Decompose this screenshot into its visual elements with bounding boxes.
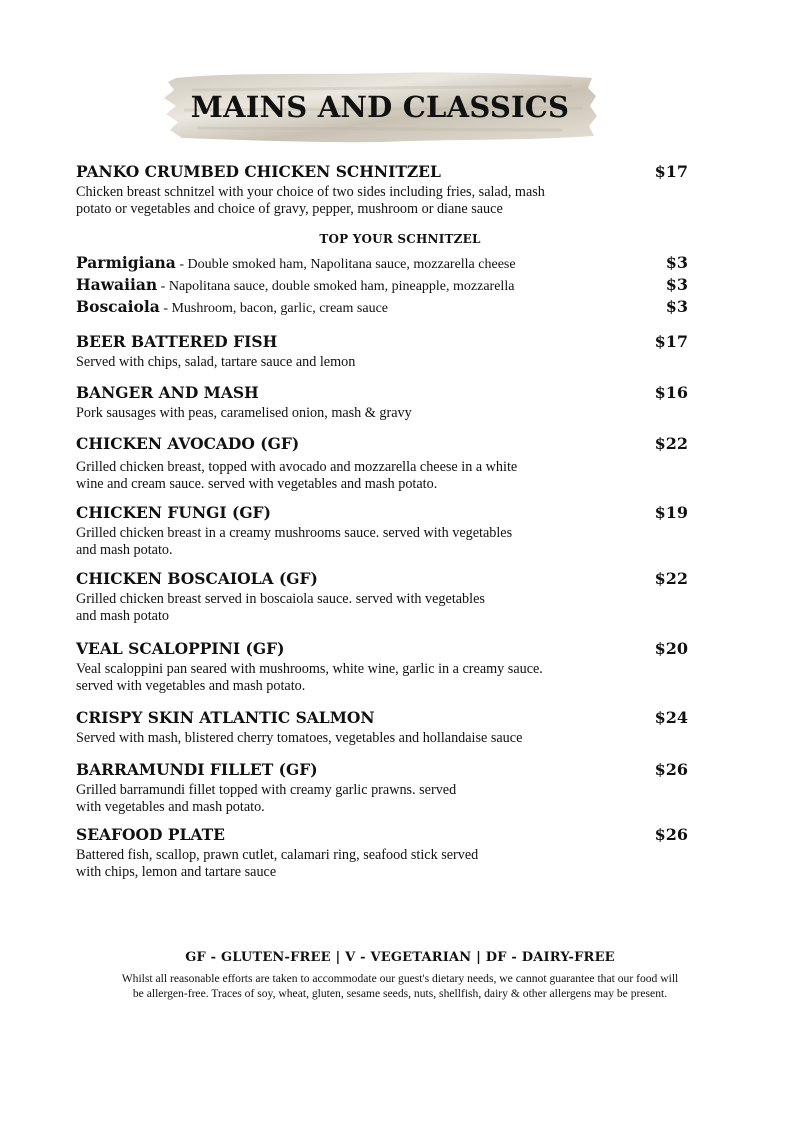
- item-name: BEER BATTERED FISH: [76, 332, 278, 351]
- menu-item-chicken-fungi: [76, 503, 688, 558]
- item-name: CHICKEN BOSCAIOLA (GF): [76, 569, 318, 588]
- item-description: [76, 591, 688, 624]
- description-line: and mash potato: [76, 607, 169, 624]
- description-line: Pork sausages with peas, caramelised onion, mash & gravy: [76, 405, 412, 421]
- menu-item-atlantic-salmon: [76, 708, 688, 747]
- item-description: [76, 661, 688, 694]
- topping-description: - Mushroom, bacon, garlic, cream sauce: [159, 301, 389, 316]
- item-name: VEAL SCALOPPINI (GF): [76, 639, 285, 658]
- item-name: CHICKEN FUNGI (GF): [76, 503, 271, 522]
- description-line: Chicken breast schnitzel with your choice of two sides including fries, salad, mash: [76, 184, 545, 200]
- description-line: Grilled chicken breast, topped with avocado and mozzarella cheese in a white: [76, 459, 518, 475]
- item-name: SEAFOOD PLATE: [76, 825, 225, 844]
- item-description: [76, 525, 688, 558]
- item-description: [76, 730, 688, 747]
- item-name: CRISPY SKIN ATLANTIC SALMON: [76, 708, 375, 727]
- disclaimer-line: Whilst all reasonable efforts are taken to accommodate our guest's dietary needs, we cannot guarantee that our food will: [121, 972, 679, 985]
- menu-item-schnitzel: [76, 162, 688, 217]
- description-line: Grilled barramundi fillet topped with creamy garlic prawns. served: [76, 782, 457, 798]
- topping-hawaiian: [76, 275, 688, 295]
- description-line: Grilled chicken breast in a creamy mushrooms sauce. served with vegetables: [76, 525, 513, 541]
- item-description: [76, 782, 688, 815]
- menu-item-beer-battered-fish: [76, 332, 688, 371]
- description-line: Served with chips, salad, tartare sauce and lemon: [76, 354, 356, 370]
- menu-item-banger-and-mash: [76, 383, 688, 422]
- item-description: [76, 354, 688, 371]
- item-name: BANGER AND MASH: [76, 383, 259, 402]
- description-line: wine and cream sauce. served with vegetables and mash potato.: [76, 475, 438, 492]
- description-line: served with vegetables and mash potato.: [76, 677, 306, 694]
- item-price: $19: [654, 503, 688, 522]
- topping-name: Parmigiana: [76, 253, 176, 272]
- description-line: potato or vegetables and choice of gravy, pepper, mushroom or diane sauce: [76, 200, 503, 217]
- menu-item-veal-scaloppini: [76, 639, 688, 694]
- topping-price: $3: [665, 253, 688, 272]
- menu-item-seafood-plate: [76, 825, 688, 880]
- item-price: $22: [654, 569, 688, 588]
- menu-item-chicken-avocado: [76, 434, 688, 492]
- item-name: BARRAMUNDI FILLET (GF): [76, 760, 318, 779]
- description-line: with vegetables and mash potato.: [76, 798, 265, 815]
- topping-name: Boscaiola: [76, 297, 160, 316]
- item-description: [76, 184, 688, 217]
- toppings-heading: TOP YOUR SCHNITZEL: [319, 232, 481, 246]
- allergen-disclaimer: [60, 971, 740, 1001]
- topping-name: Hawaiian: [76, 275, 158, 294]
- item-price: $26: [654, 825, 688, 844]
- topping-boscaiola: [76, 297, 688, 317]
- item-description: [76, 405, 688, 422]
- title-banner: [162, 70, 598, 144]
- item-price: $16: [654, 383, 688, 402]
- topping-price: $3: [665, 275, 688, 294]
- menu-item-chicken-boscaiola: [76, 569, 688, 624]
- item-price: $22: [654, 434, 688, 453]
- topping-parmigiana: [76, 253, 688, 273]
- description-line: Battered fish, scallop, prawn cutlet, calamari ring, seafood stick served: [76, 847, 479, 863]
- topping-price: $3: [665, 297, 688, 316]
- item-description: [76, 847, 688, 880]
- description-line: and mash potato.: [76, 541, 173, 558]
- topping-description: - Double smoked ham, Napolitana sauce, mozzarella cheese: [175, 257, 516, 272]
- item-price: $26: [654, 760, 688, 779]
- disclaimer-line: be allergen-free. Traces of soy, wheat, gluten, sesame seeds, nuts, shellfish, dairy & other allergens may be present.: [132, 987, 668, 1000]
- item-name: PANKO CRUMBED CHICKEN SCHNITZEL: [76, 162, 441, 181]
- description-line: Grilled chicken breast served in boscaiola sauce. served with vegetables: [76, 591, 485, 607]
- dietary-legend: GF - GLUTEN-FREE | V - VEGETARIAN | DF - DAIRY-FREE: [185, 950, 615, 965]
- item-price: $24: [654, 708, 688, 727]
- menu-item-barramundi-fillet: [76, 760, 688, 815]
- topping-description: - Napolitana sauce, double smoked ham, pineapple, mozzarella: [157, 279, 515, 294]
- description-line: Veal scaloppini pan seared with mushrooms, white wine, garlic in a creamy sauce.: [76, 661, 543, 677]
- page-title: MAINS AND CLASSICS: [190, 90, 570, 124]
- item-name: CHICKEN AVOCADO (GF): [76, 434, 300, 453]
- item-price: $17: [654, 162, 688, 181]
- description-line: with chips, lemon and tartare sauce: [76, 863, 277, 880]
- item-description: [76, 459, 688, 492]
- description-line: Served with mash, blistered cherry tomatoes, vegetables and hollandaise sauce: [76, 730, 523, 746]
- item-price: $20: [654, 639, 688, 658]
- item-price: $17: [654, 332, 688, 351]
